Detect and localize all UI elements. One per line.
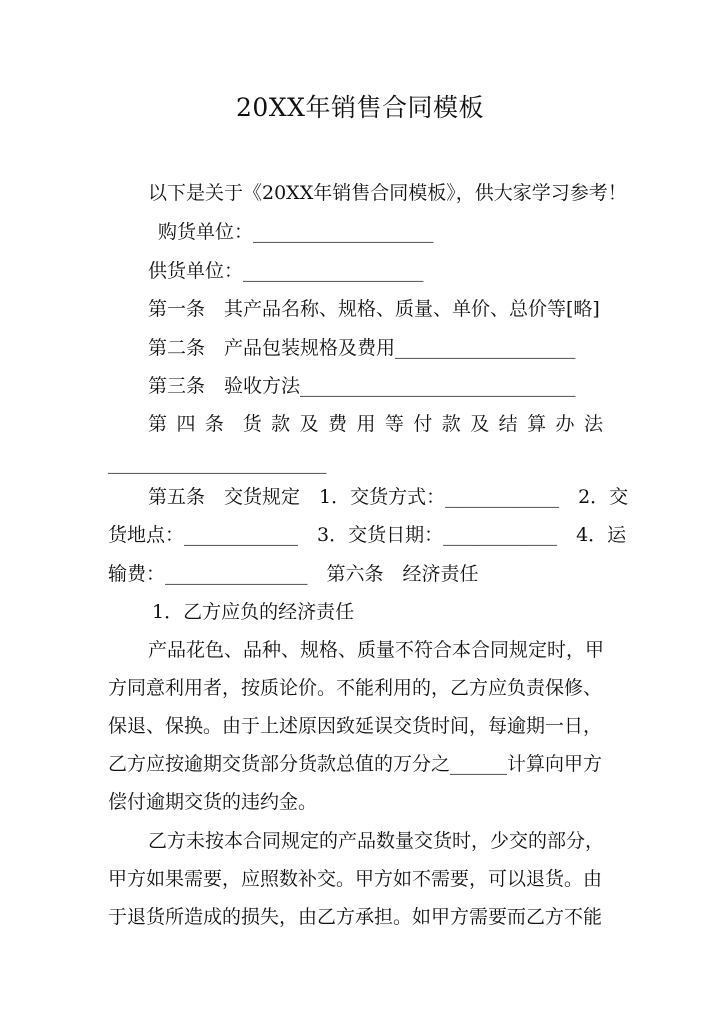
article-4-char: 及 (299, 413, 319, 435)
article-4-char: 条 (204, 413, 224, 435)
article-4 (148, 411, 603, 437)
article-5-line: 第五条 交货规定 1．交货方式：____________ 2．交 (148, 486, 629, 508)
article-4-char: 法 (583, 413, 603, 435)
article-5-line-2: 货地点：____________ 3．交货日期：____________ 4．运 (108, 524, 627, 546)
article-4-char: 第 (148, 413, 168, 435)
article-4-char: 结 (498, 413, 518, 435)
article-4-blank: _______________________ (108, 452, 327, 474)
article-4-char: 用 (356, 413, 376, 435)
para2-line: 乙方未按本合同规定的产品数量交货时，少交的部分， (148, 830, 605, 852)
article-4-char: 等 (384, 413, 404, 435)
article-4-char: 款 (441, 413, 461, 435)
article-4-char: 费 (328, 413, 348, 435)
article-4-char: 货 (242, 413, 262, 435)
para1-line: 产品花色、品种、规格、质量不符合本合同规定时，甲 (148, 639, 605, 661)
buyer-line: 购货单位：___________________ (158, 221, 434, 243)
article-4-char: 办 (555, 413, 575, 435)
article-4-char: 款 (271, 413, 291, 435)
article-2: 第二条 产品包装规格及费用___________________ (148, 337, 576, 359)
intro-line: 以下是关于《20XX年销售合同模板》，供大家学习参考！ (148, 182, 627, 204)
para2-line: 于退货所造成的损失，由乙方承担。如甲方需要而乙方不能 (108, 906, 603, 928)
article-3: 第三条 验收方法_____________________________ (148, 375, 576, 397)
article-4-char: 四 (176, 413, 196, 435)
article-5-line-3: 输费：_______________ 第六条 经济责任 (108, 563, 479, 585)
para1-line: 保退、保换。由于上述原因致延误交货时间，每逾期一日， (108, 715, 603, 737)
subsection-1: 1．乙方应负的经济责任 (152, 601, 355, 623)
para2-line: 甲方如果需要，应照数补交。甲方如不需要，可以退货。由 (108, 868, 603, 890)
para1-line: 方同意利用者，按质论价。不能利用的，乙方应负责保修、 (108, 677, 603, 699)
article-4-char: 及 (470, 413, 490, 435)
article-1: 第一条 其产品名称、规格、质量、单价、总价等[略] (148, 298, 600, 320)
para1-line: 偿付逾期交货的违约金。 (108, 791, 318, 813)
document-title: 20XX年销售合同模板 (236, 93, 484, 122)
seller-line: 供货单位：___________________ (148, 260, 424, 282)
article-4-char: 付 (413, 413, 433, 435)
para1-line: 乙方应按逾期交货部分货款总值的万分之______计算向甲方 (108, 753, 603, 775)
article-4-char: 算 (527, 413, 547, 435)
